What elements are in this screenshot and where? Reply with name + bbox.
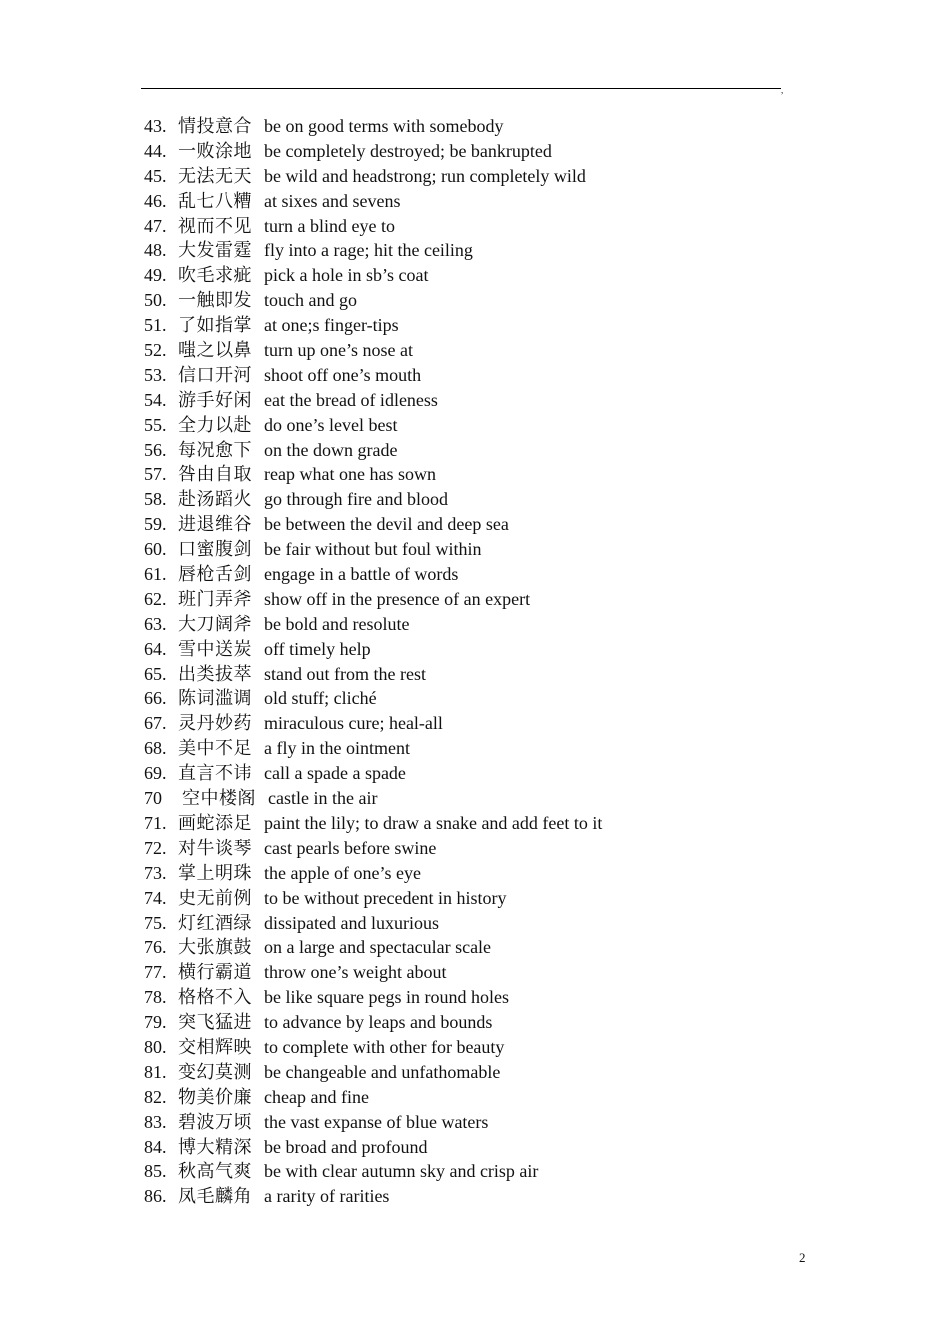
- entry-idiom: 情投意合: [178, 116, 252, 136]
- list-item: [144, 637, 864, 662]
- page-number: 2: [799, 1250, 806, 1265]
- entry-idiom: 嗤之以鼻: [178, 340, 252, 361]
- entry-meaning: do one’s level best: [264, 414, 398, 435]
- list-item: [144, 114, 864, 139]
- entry-number: 83.: [144, 1111, 167, 1132]
- list-item: [144, 686, 864, 711]
- entry-number: 55.: [144, 414, 167, 435]
- entry-number: 78.: [144, 987, 167, 1008]
- entry-meaning: reap what one has sown: [264, 464, 436, 485]
- entry-meaning: be completely destroyed; be bankrupted: [264, 140, 552, 161]
- entry-idiom: 唇枪舌剑: [178, 564, 252, 585]
- entry-meaning: fly into a rage; hit the ceiling: [264, 240, 473, 261]
- entry-idiom: 视而不见: [178, 215, 252, 236]
- list-item: [144, 1159, 864, 1184]
- list-item: [144, 761, 864, 786]
- list-item: [144, 861, 864, 886]
- entry-idiom: 灯红酒绿: [178, 912, 252, 933]
- entry-idiom: 博大精深: [178, 1136, 252, 1157]
- entry-meaning: stand out from the rest: [264, 663, 426, 684]
- entry-number: 63.: [144, 613, 167, 634]
- entry-idiom: 美中不足: [178, 738, 252, 759]
- entry-idiom: 咎由自取: [178, 464, 252, 485]
- entry-number: 75.: [144, 912, 167, 933]
- list-item: [144, 587, 864, 612]
- entry-number: 43.: [144, 116, 167, 136]
- list-item: [144, 935, 864, 960]
- list-item: [144, 537, 864, 562]
- entry-idiom: 直言不讳: [178, 763, 252, 784]
- entry-meaning: to complete with other for beauty: [264, 1036, 505, 1057]
- entry-number: 73.: [144, 862, 167, 883]
- entry-idiom: 赴汤蹈火: [178, 489, 252, 510]
- entry-meaning: cheap and fine: [264, 1086, 369, 1107]
- list-item: [144, 886, 864, 911]
- entry-meaning: a fly in the ointment: [264, 738, 410, 759]
- list-item: [144, 288, 864, 313]
- entry-number: 86.: [144, 1186, 167, 1207]
- list-item: [144, 1010, 864, 1035]
- entry-meaning: be on good terms with somebody: [264, 116, 504, 136]
- entry-idiom: 变幻莫测: [178, 1061, 252, 1082]
- entry-idiom: 班门弄斧: [178, 588, 252, 609]
- entry-number: 46.: [144, 190, 167, 211]
- entry-idiom: 碧波万顷: [178, 1111, 252, 1132]
- entry-idiom: 吹毛求疵: [178, 265, 252, 286]
- list-item: [144, 413, 864, 438]
- entry-meaning: castle in the air: [268, 788, 378, 809]
- entry-idiom: 了如指掌: [178, 315, 252, 336]
- list-item: [144, 462, 864, 487]
- list-item: [144, 1110, 864, 1135]
- entry-meaning: shoot off one’s mouth: [264, 364, 422, 385]
- entry-number: 48.: [144, 240, 167, 261]
- entry-meaning: call a spade a spade: [264, 763, 406, 784]
- entry-idiom: 横行霸道: [178, 962, 252, 983]
- entry-meaning: paint the lily; to draw a snake and add feet to it: [264, 812, 603, 833]
- entry-meaning: to advance by leaps and bounds: [264, 1012, 493, 1033]
- entry-idiom: 交相辉映: [178, 1036, 252, 1057]
- entry-idiom: 雪中送炭: [178, 638, 252, 659]
- list-item: [144, 487, 864, 512]
- entry-idiom: 一败涂地: [178, 140, 252, 161]
- entry-idiom: 全力以赴: [178, 414, 252, 435]
- entry-meaning: cast pearls before swine: [264, 837, 437, 858]
- list-item: [144, 960, 864, 985]
- entry-idiom: 对牛谈琴: [178, 837, 252, 858]
- entry-meaning: miraculous cure; heal-all: [264, 713, 443, 734]
- entry-number: 53.: [144, 364, 167, 385]
- entry-number: 54.: [144, 389, 167, 410]
- entry-number: 70: [144, 788, 162, 809]
- entry-number: 59.: [144, 514, 167, 535]
- entry-meaning: engage in a battle of words: [264, 564, 459, 585]
- list-item: [144, 662, 864, 687]
- entry-idiom: 突飞猛进: [178, 1012, 252, 1033]
- list-item: [144, 612, 864, 637]
- entry-number: 61.: [144, 564, 167, 585]
- entry-meaning: on a large and spectacular scale: [264, 937, 492, 958]
- entry-number: 60.: [144, 539, 167, 560]
- entry-meaning: throw one’s weight about: [264, 962, 447, 983]
- list-item: [144, 263, 864, 288]
- entry-idiom: 物美价廉: [178, 1086, 252, 1107]
- entry-number: 74.: [144, 887, 167, 908]
- list-item: [144, 811, 864, 836]
- entry-idiom: 灵丹妙药: [178, 713, 252, 734]
- entry-idiom: 秋高气爽: [178, 1161, 252, 1182]
- entry-meaning: eat the bread of idleness: [264, 389, 438, 410]
- entry-meaning: at one;s finger-tips: [264, 315, 399, 336]
- list-item: [144, 1184, 864, 1209]
- entry-meaning: be broad and profound: [264, 1136, 428, 1157]
- entry-idiom: 一触即发: [178, 290, 252, 311]
- list-item: [144, 1135, 864, 1160]
- entry-number: 82.: [144, 1086, 167, 1107]
- entry-number: 68.: [144, 738, 167, 759]
- list-item: [144, 189, 864, 214]
- entry-meaning: the apple of one’s eye: [264, 862, 421, 883]
- entry-meaning: show off in the presence of an expert: [264, 588, 531, 609]
- list-item: [144, 438, 864, 463]
- entry-number: 50.: [144, 290, 167, 311]
- list-item: [144, 214, 864, 239]
- entry-idiom: 每况愈下: [178, 439, 252, 460]
- entry-idiom: 掌上明珠: [178, 862, 252, 883]
- header-rule: [141, 88, 781, 89]
- entry-meaning: turn up one’s nose at: [264, 340, 413, 361]
- list-item: [144, 562, 864, 587]
- entry-number: 57.: [144, 464, 167, 485]
- entry-meaning: be between the devil and deep sea: [264, 514, 509, 535]
- entry-idiom: 出类拔萃: [178, 663, 252, 684]
- list-item: [144, 1060, 864, 1085]
- entry-meaning: a rarity of rarities: [264, 1186, 390, 1207]
- entry-number: 77.: [144, 962, 167, 983]
- entry-idiom: 格格不入: [178, 987, 252, 1008]
- list-item: [144, 836, 864, 861]
- list-item: [144, 139, 864, 164]
- entry-number: 58.: [144, 489, 167, 510]
- entry-number: 49.: [144, 265, 167, 286]
- entry-number: 45.: [144, 165, 167, 186]
- entry-meaning: go through fire and blood: [264, 489, 448, 510]
- entry-meaning: old stuff; cliché: [264, 688, 377, 709]
- entry-number: 79.: [144, 1012, 167, 1033]
- entry-number: 47.: [144, 215, 167, 236]
- entry-number: 69.: [144, 763, 167, 784]
- entry-meaning: be changeable and unfathomable: [264, 1061, 501, 1082]
- entry-idiom: 信口开河: [178, 364, 252, 385]
- idiom-list: [144, 114, 864, 1209]
- list-item: [144, 711, 864, 736]
- entry-meaning: be with clear autumn sky and crisp air: [264, 1161, 539, 1182]
- list-item: [144, 512, 864, 537]
- entry-meaning: be wild and headstrong; run completely wild: [264, 165, 586, 186]
- entry-idiom: 大发雷霆: [178, 240, 252, 261]
- entry-number: 67.: [144, 713, 167, 734]
- entry-meaning: be fair without but foul within: [264, 539, 482, 560]
- entry-idiom: 口蜜腹剑: [178, 539, 252, 560]
- entry-meaning: be bold and resolute: [264, 613, 410, 634]
- list-item: [144, 736, 864, 761]
- entry-number: 81.: [144, 1061, 167, 1082]
- entry-idiom: 乱七八糟: [178, 190, 252, 211]
- entry-idiom: 凤毛麟角: [178, 1186, 252, 1207]
- entry-idiom: 空中楼阁: [182, 788, 256, 809]
- entry-idiom: 陈词滥调: [178, 688, 252, 709]
- list-item: [144, 911, 864, 936]
- entry-number: 84.: [144, 1136, 167, 1157]
- entry-number: 66.: [144, 688, 167, 709]
- entry-meaning: dissipated and luxurious: [264, 912, 439, 933]
- entry-number: 64.: [144, 638, 167, 659]
- list-item: [144, 164, 864, 189]
- entry-meaning: at sixes and sevens: [264, 190, 401, 211]
- entry-number: 62.: [144, 588, 167, 609]
- entry-number: 51.: [144, 315, 167, 336]
- entry-number: 76.: [144, 937, 167, 958]
- list-item: [144, 238, 864, 263]
- list-item: [144, 388, 864, 413]
- entry-idiom: 大刀阔斧: [178, 613, 252, 634]
- entry-number: 71.: [144, 812, 167, 833]
- entry-idiom: 画蛇添足: [178, 812, 252, 833]
- entry-meaning: the vast expanse of blue waters: [264, 1111, 489, 1132]
- list-item: [144, 338, 864, 363]
- entry-idiom: 进退维谷: [178, 514, 252, 535]
- list-item: [144, 985, 864, 1010]
- list-item: [144, 313, 864, 338]
- entry-meaning: off timely help: [264, 638, 371, 659]
- entry-number: 56.: [144, 439, 167, 460]
- entry-idiom: 大张旗鼓: [178, 937, 252, 958]
- entry-number: 85.: [144, 1161, 167, 1182]
- entry-number: 65.: [144, 663, 167, 684]
- list-item: [144, 1085, 864, 1110]
- entry-meaning: turn a blind eye to: [264, 215, 395, 236]
- entry-idiom: 无法无天: [178, 165, 252, 186]
- header-mark: ,: [781, 85, 784, 95]
- list-item: [144, 1035, 864, 1060]
- entry-meaning: be like square pegs in round holes: [264, 987, 509, 1008]
- entry-idiom: 游手好闲: [178, 389, 252, 410]
- entry-number: 52.: [144, 340, 167, 361]
- entry-number: 80.: [144, 1036, 167, 1057]
- list-item: [144, 363, 864, 388]
- entry-meaning: to be without precedent in history: [264, 887, 507, 908]
- entry-idiom: 史无前例: [178, 887, 252, 908]
- entry-meaning: pick a hole in sb’s coat: [264, 265, 429, 286]
- entry-meaning: touch and go: [264, 290, 357, 311]
- list-item: [144, 786, 864, 811]
- entry-meaning: on the down grade: [264, 439, 398, 460]
- entry-number: 72.: [144, 837, 167, 858]
- entry-number: 44.: [144, 140, 167, 161]
